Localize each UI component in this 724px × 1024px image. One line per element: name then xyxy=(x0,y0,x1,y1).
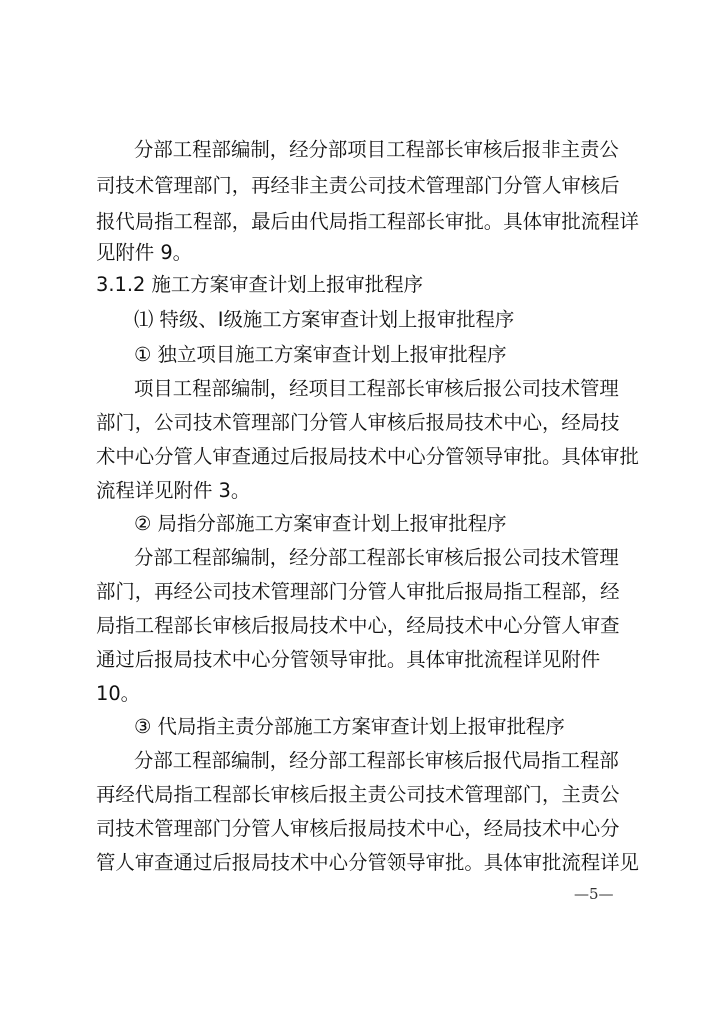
paragraph-line: 术中心分管人审查通过后报局技术中心分管领导审批。具体审批 xyxy=(96,445,639,468)
paragraph-line: 分部工程部编制，经分部项目工程部长审核后报非主责公 xyxy=(134,138,619,161)
paragraph-line: 分部工程部编制，经分部工程部长审核后报公司技术管理 xyxy=(134,546,619,569)
paragraph-line: 部门，再经公司技术管理部门分管人审批后报局指工程部，经 xyxy=(96,580,620,603)
subsection-heading: ② 局指分部施工方案审查计划上报审批程序 xyxy=(134,512,507,535)
subsection-heading: ③ 代局指主责分部施工方案审查计划上报审批程序 xyxy=(134,715,565,738)
paragraph-line: 通过后报局技术中心分管领导审批。具体审批流程详见附件 xyxy=(96,648,601,671)
paragraph-line: 见附件 9。 xyxy=(96,241,193,264)
paragraph-line: 局指工程部长审核后报局技术中心，经局技术中心分管人审查 xyxy=(96,614,620,637)
paragraph-line: 报代局指工程部，最后由代局指工程部长审批。具体审批流程详 xyxy=(96,210,639,233)
paragraph-line: 流程详见附件 3。 xyxy=(96,479,251,502)
paragraph-line: 项目工程部编制，经项目工程部长审核后报公司技术管理 xyxy=(134,377,619,400)
paragraph-line: 再经代局指工程部长审核后报主责公司技术管理部门，主责公 xyxy=(96,783,620,806)
section-heading: 3.1.2 施工方案审查计划上报审批程序 xyxy=(96,273,423,296)
subsection-heading: ① 独立项目施工方案审查计划上报审批程序 xyxy=(134,343,507,366)
subsection-heading: ⑴ 特级、Ⅰ级施工方案审查计划上报审批程序 xyxy=(134,308,515,331)
page-number: —5— xyxy=(574,885,614,903)
paragraph-line: 管人审查通过后报局技术中心分管领导审批。具体审批流程详见 xyxy=(96,851,639,874)
paragraph-line: 分部工程部编制，经分部工程部长审核后报代局指工程部 xyxy=(134,749,619,772)
paragraph-line: 司技术管理部门分管人审核后报局技术中心，经局技术中心分 xyxy=(96,817,620,840)
paragraph-line: 10。 xyxy=(96,682,141,705)
paragraph-line: 部门，公司技术管理部门分管人审核后报局技术中心，经局技 xyxy=(96,411,620,434)
paragraph-line: 司技术管理部门，再经非主责公司技术管理部门分管人审核后 xyxy=(96,174,620,197)
